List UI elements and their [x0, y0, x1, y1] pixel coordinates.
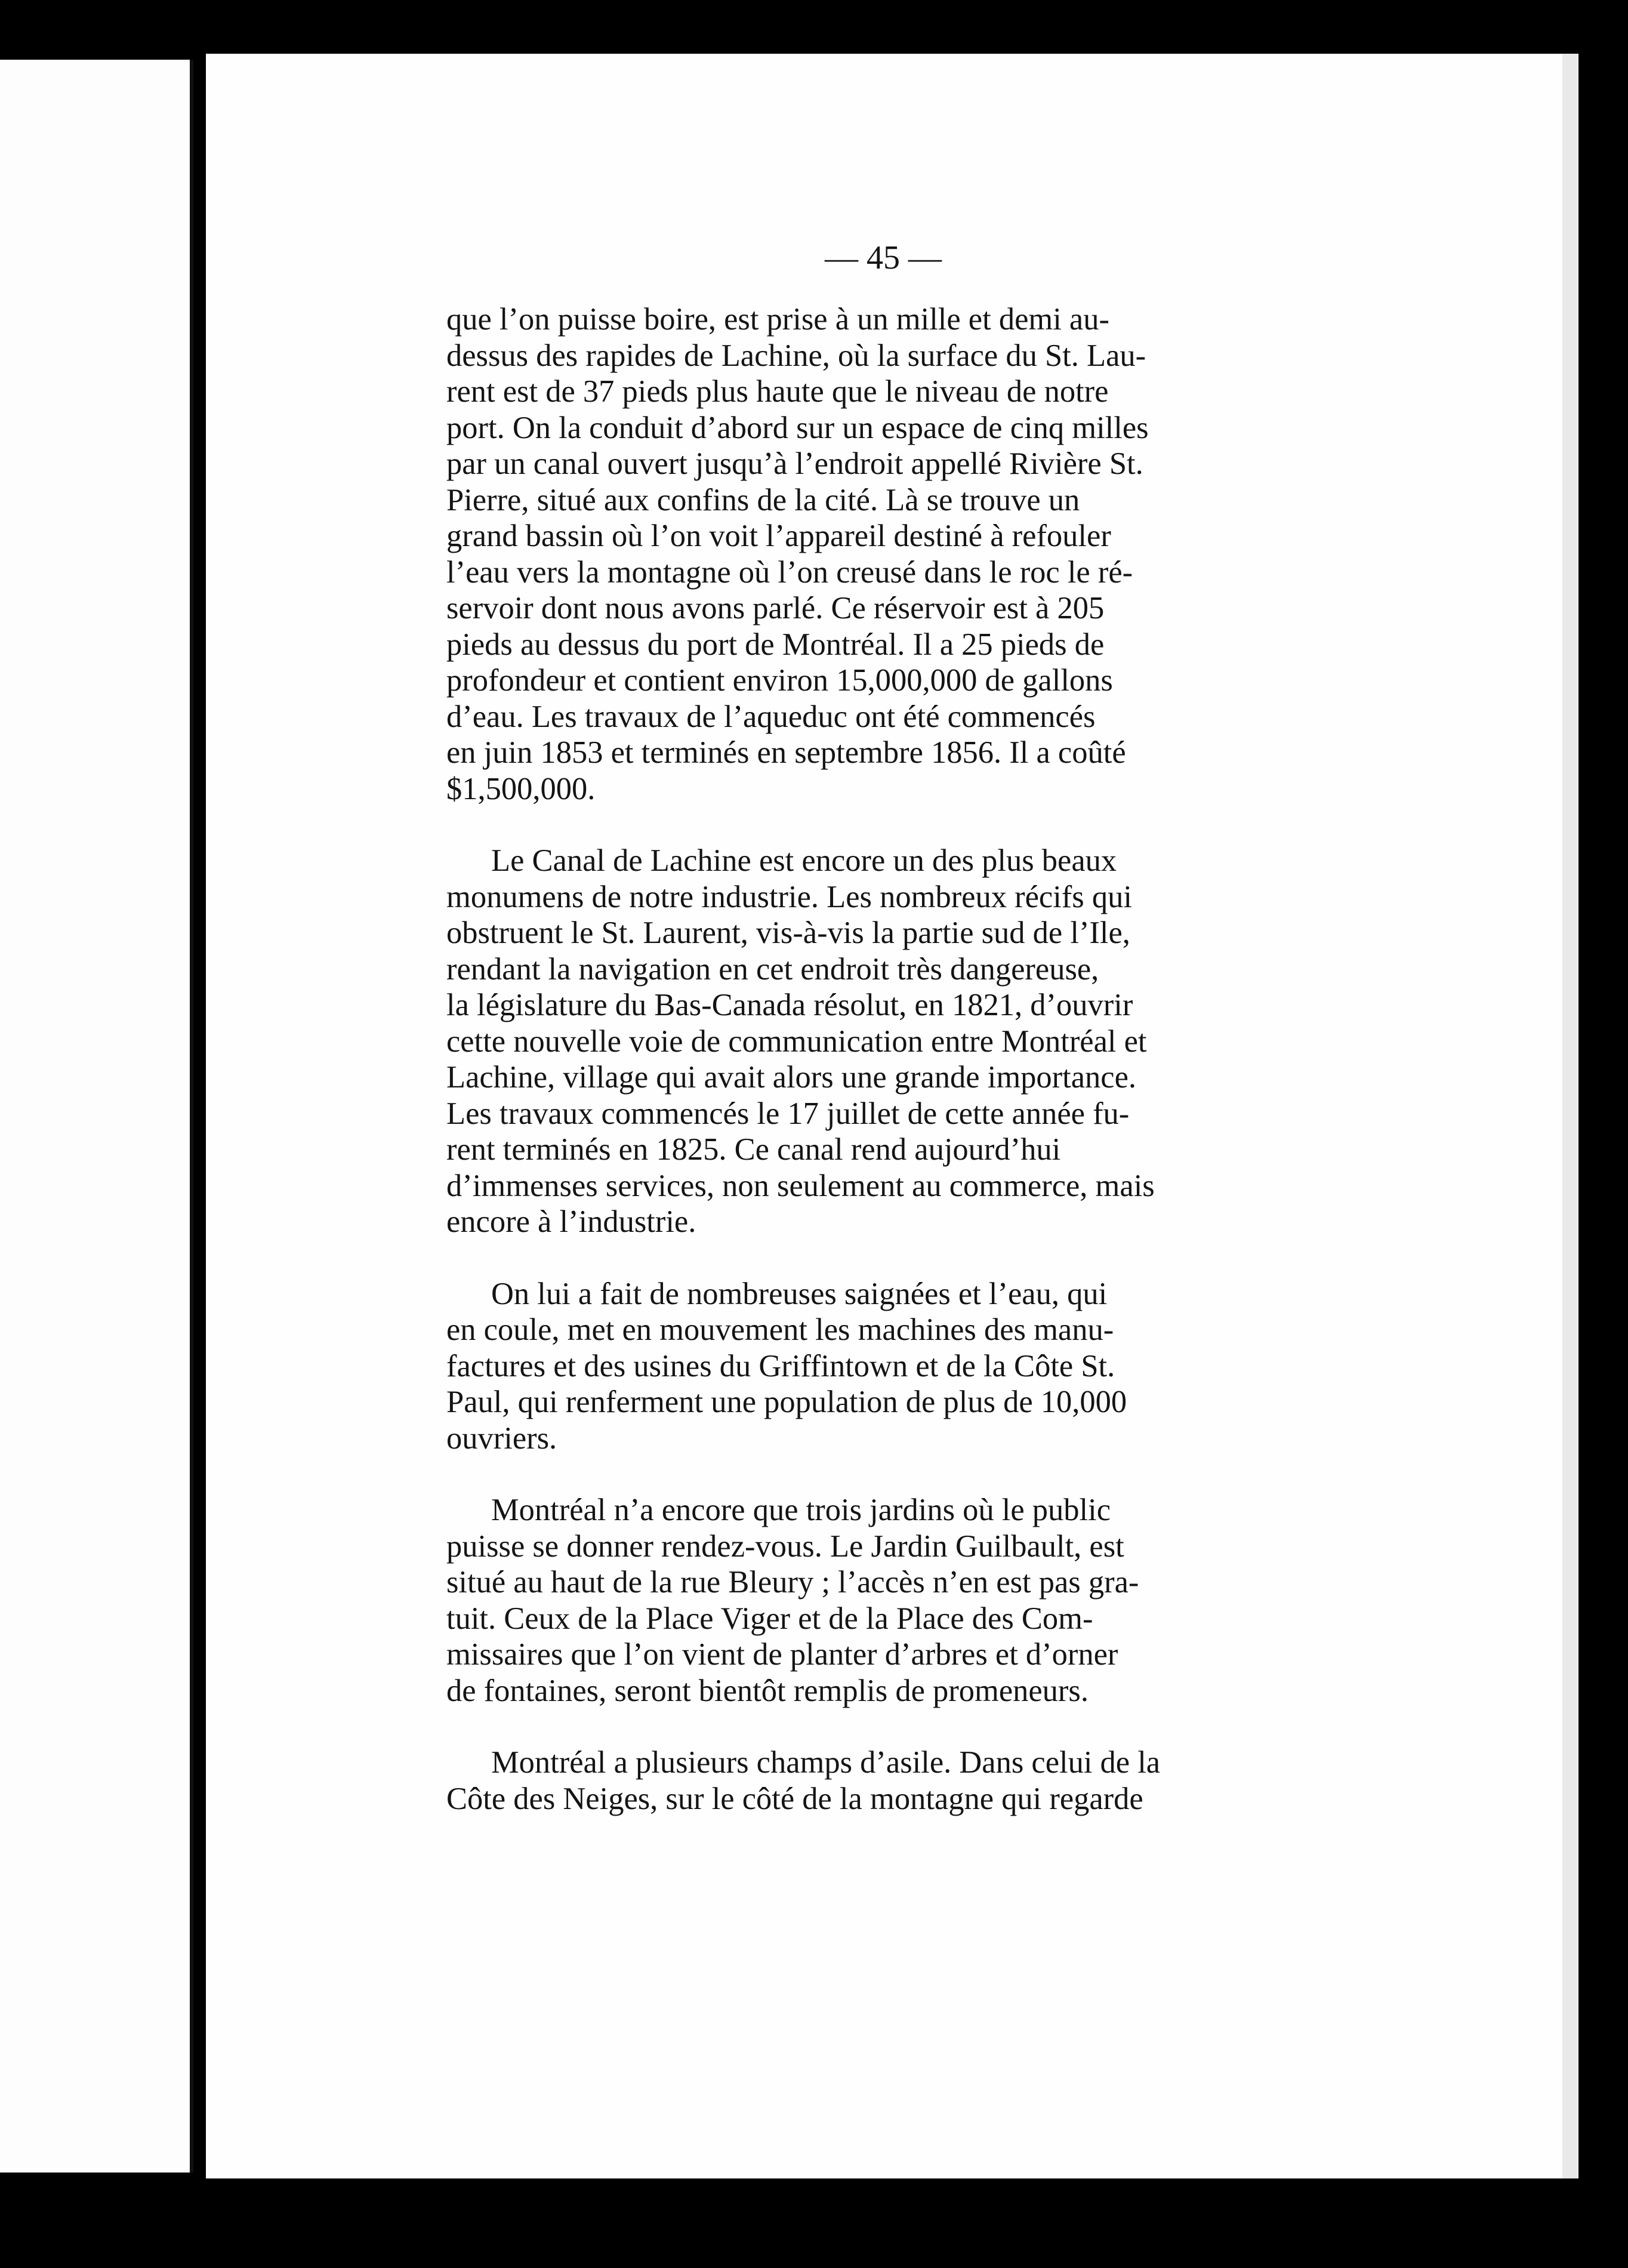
page-number: — 45 — — [825, 239, 942, 276]
text-line: la législature du Bas-Canada résolut, en 1821, d’ouvrir — [446, 988, 1133, 1022]
text-line: Lachine, village qui avait alors une grande importance. — [446, 1060, 1136, 1095]
text-line: en coule, met en mouvement les machines des manu- — [446, 1312, 1114, 1347]
facing-page-edge — [0, 60, 193, 2173]
text-line: situé au haut de la rue Bleury ; l’accès n’en est pas gra- — [446, 1565, 1139, 1600]
paragraph-gardens — [446, 1492, 1327, 1709]
paragraph-aqueduct — [446, 301, 1327, 807]
text-line: l’eau vers la montagne où l’on creusé dans le roc le ré- — [446, 554, 1133, 590]
text-line: Le Canal de Lachine est encore un des plus beaux — [491, 843, 1117, 878]
text-line: puisse se donner rendez-vous. Le Jardin Guilbault, est — [446, 1529, 1124, 1564]
text-line: en juin 1853 et terminés en septembre 1856. Il a coûté — [446, 735, 1126, 770]
text-line: Montréal a plusieurs champs d’asile. Dans celui de la — [491, 1745, 1161, 1780]
text-line: $1,500,000. — [446, 771, 596, 806]
text-line: Côte des Neiges, sur le côté de la montagne qui regarde — [446, 1781, 1143, 1816]
text-line: Montréal n’a encore que trois jardins où le public — [491, 1493, 1111, 1527]
text-line: profondeur et contient environ 15,000,000 de gallons — [446, 663, 1113, 698]
text-line: dessus des rapides de Lachine, où la surface du St. Lau- — [446, 338, 1146, 373]
text-line: monumens de notre industrie. Les nombreux récifs qui — [446, 879, 1132, 914]
text-line: d’immenses services, non seulement au commerce, mais — [446, 1168, 1155, 1203]
text-line: factures et des usines du Griffintown et de la Côte St. — [446, 1348, 1115, 1383]
paragraph-cemeteries — [446, 1745, 1327, 1817]
text-line: cette nouvelle voie de communication entre Montréal et — [446, 1024, 1147, 1059]
text-line: rent est de 37 pieds plus haute que le niveau de notre — [446, 374, 1109, 409]
text-line: ouvriers. — [446, 1420, 557, 1456]
text-line: On lui a fait de nombreuses saignées et l’eau, qui — [491, 1276, 1108, 1311]
text-line: port. On la conduit d’abord sur un espace de cinq milles — [446, 410, 1149, 445]
text-line: grand bassin où l’on voit l’appareil destiné à refouler — [446, 519, 1111, 553]
text-line: encore à l’industrie. — [446, 1204, 696, 1239]
text-line: missaires que l’on vient de planter d’arbres et d’orner — [446, 1637, 1118, 1672]
text-line: de fontaines, seront bientôt remplis de promeneurs. — [446, 1673, 1089, 1708]
body-text — [446, 301, 1327, 1853]
text-line: rendant la navigation en cet endroit très dangereuse, — [446, 951, 1099, 987]
text-line: Pierre, situé aux confins de la cité. Là se trouve un — [446, 482, 1080, 517]
text-line: d’eau. Les travaux de l’aqueduc ont été commencés — [446, 699, 1096, 734]
text-line: tuit. Ceux de la Place Viger et de la Place des Com- — [446, 1601, 1093, 1636]
text-line: rent terminés en 1825. Ce canal rend aujourd’hui — [446, 1132, 1061, 1167]
page-edge-shadow — [1562, 54, 1578, 2178]
text-line: par un canal ouvert jusqu’à l’endroit appellé Rivière St. — [446, 446, 1143, 481]
paragraph-lachine-canal — [446, 843, 1327, 1240]
paragraph-griffintown — [446, 1276, 1327, 1457]
text-line: obstruent le St. Laurent, vis-à-vis la partie sud de l’Ile, — [446, 916, 1130, 950]
text-line: pieds au dessus du port de Montréal. Il a 25 pieds de — [446, 627, 1105, 662]
text-line: que l’on puisse boire, est prise à un mille et demi au- — [446, 302, 1109, 337]
text-line: Les travaux commencés le 17 juillet de cette année fu- — [446, 1096, 1130, 1131]
text-line: Paul, qui renferment une population de plus de 10,000 — [446, 1385, 1127, 1419]
text-line: servoir dont nous avons parlé. Ce réservoir est à 205 — [446, 591, 1105, 625]
